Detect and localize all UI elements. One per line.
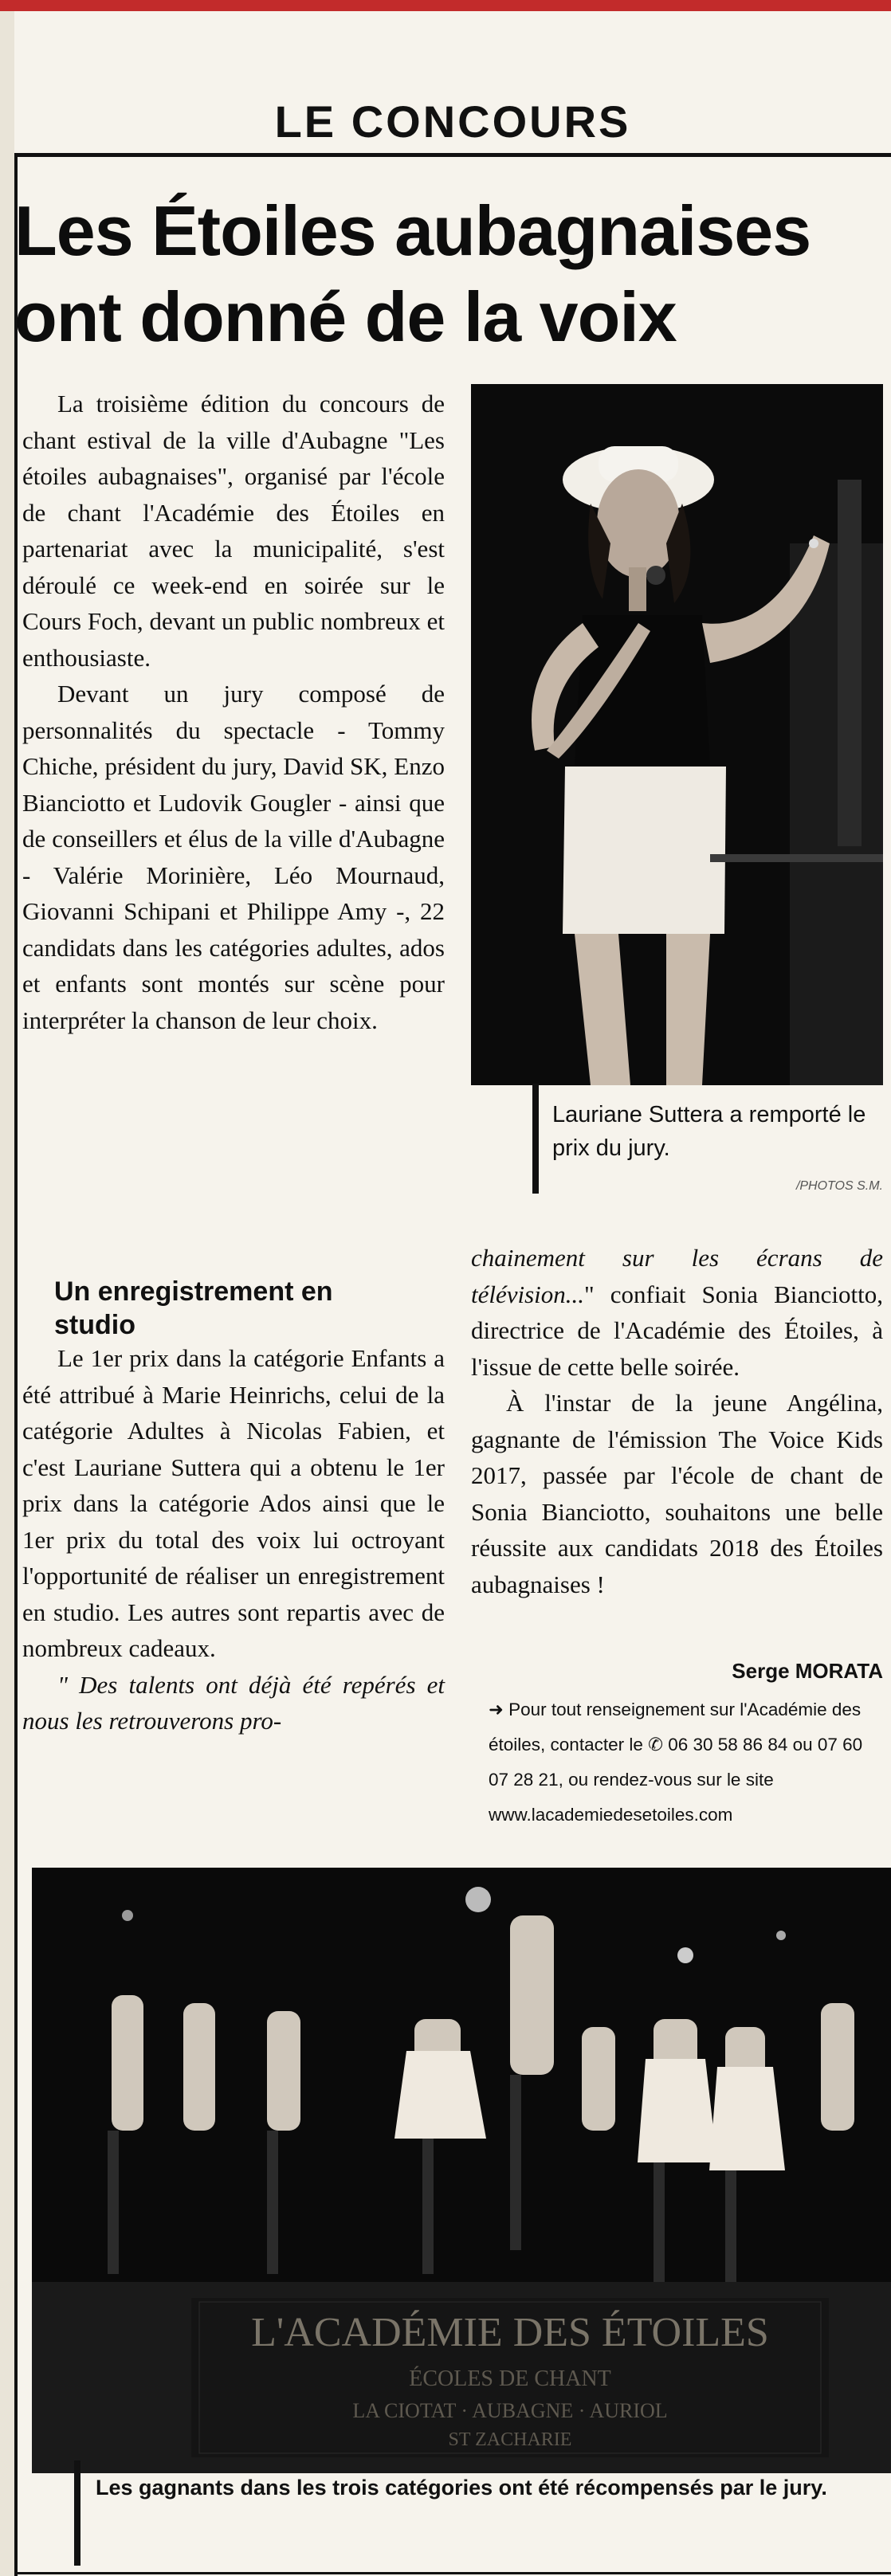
quote-attribution: " confiait Sonia Bianciotto, directrice de l'Académie des Étoiles, à l'issue de cette belle soirée. (471, 1280, 883, 1381)
article-column-right-lower (471, 1240, 883, 1602)
banner-title: L'ACADÉMIE DES ÉTOILES (251, 2310, 769, 2355)
newspaper-page (14, 11, 891, 2576)
section-kicker: LE CONCOURS (274, 96, 631, 147)
winners-photo-image (32, 1868, 891, 2473)
photo-caption-singer: Lauriane Suttera a remporté le prix du jury. (552, 1102, 866, 1161)
jury-paragraph: Devant un jury composé de personnalités du spectacle - Tommy Chiche, président du jury, David SK, Enzo Bianciotto et Ludovik Gougler - ainsi que de conseillers et élus de la ville d'Aubagne - Valérie Morinière, Léo Mournaud, Giovanni Schipani et Philippe Amy -, 22 candidats dans les catégories adultes, ados et enfants sont montés sur scène pour interpréter la chanson de leur choix. (22, 680, 445, 1034)
photo-caption-winners: Les gagnants dans les trois catégories ont été récompensés par le jury. (96, 2476, 827, 2500)
banner-line-3: LA CIOTAT · AUBAGNE · AURIOL (352, 2399, 668, 2422)
left-border-rule (14, 153, 18, 2576)
article-subhead: Un enregistrement en studio (54, 1276, 333, 1340)
banner-line-4: ST ZACHARIE (448, 2429, 572, 2450)
article-headline: Les Étoiles aubagnaises ont donné de la voix (14, 191, 811, 356)
winners-photo (32, 1868, 891, 2473)
quote-continuation (471, 1240, 883, 1385)
singer-photo-image (471, 384, 883, 1085)
prizes-paragraph: Le 1er prix dans la catégorie Enfants a été attribué à Marie Heinrichs, celui de la catégorie Adultes à Nicolas Fabien, et c'est Lauriane Suttera qui a obtenu le 1er prix dans la catégorie Ados ainsi que le 1er prix du total des voix lui octroyant l'opportunité de réaliser un enregistrement en studio. Les autres sont repartis avec de nombreux cadeaux. (22, 1344, 445, 1662)
caption-marker-2 (74, 2460, 80, 2566)
top-color-strip (0, 0, 891, 11)
intro-paragraph: La troisième édition du concours de chant estival de la ville d'Aubagne "Les étoiles aubagnaises", organisé par l'école de chant l'Académie des Étoiles en partenariat avec la municipalité, s'est déroulé ce week-end en soirée sur le Cours Foch, devant un public nombreux et enthousiaste. (22, 390, 445, 672)
quote-start: " Des talents ont déjà été repérés et nous les retrouverons pro- (22, 1670, 445, 1735)
quote-end: chainement sur les écrans de télévision... (471, 1244, 883, 1308)
banner-line-2: ÉCOLES DE CHANT (409, 2366, 611, 2391)
author-signature: Serge MORATA (732, 1659, 883, 1683)
contact-info: ➜ Pour tout renseignement sur l'Académie des étoiles, contacter le ✆ 06 30 58 86 84 ou 07 60 07 28 21, ou rendez-vous sur le site www.lacademiedesetoiles.com (489, 1700, 863, 1825)
bottom-rule (14, 2572, 891, 2574)
article-column-left (22, 386, 445, 1038)
singer-photo (471, 384, 883, 1085)
caption-marker (532, 1084, 539, 1194)
section-rule (14, 153, 891, 157)
article-column-left-lower (22, 1340, 445, 1739)
closing-paragraph: À l'instar de la jeune Angélina, gagnante de l'émission The Voice Kids 2017, passée par l'école de chant de Sonia Bianciotto, souhaitons une belle réussite aux candidats 2018 des Étoiles aubagnaises ! (471, 1389, 883, 1598)
stage-banner (199, 2302, 821, 2453)
photo-credit: /PHOTOS S.M. (795, 1179, 883, 1193)
